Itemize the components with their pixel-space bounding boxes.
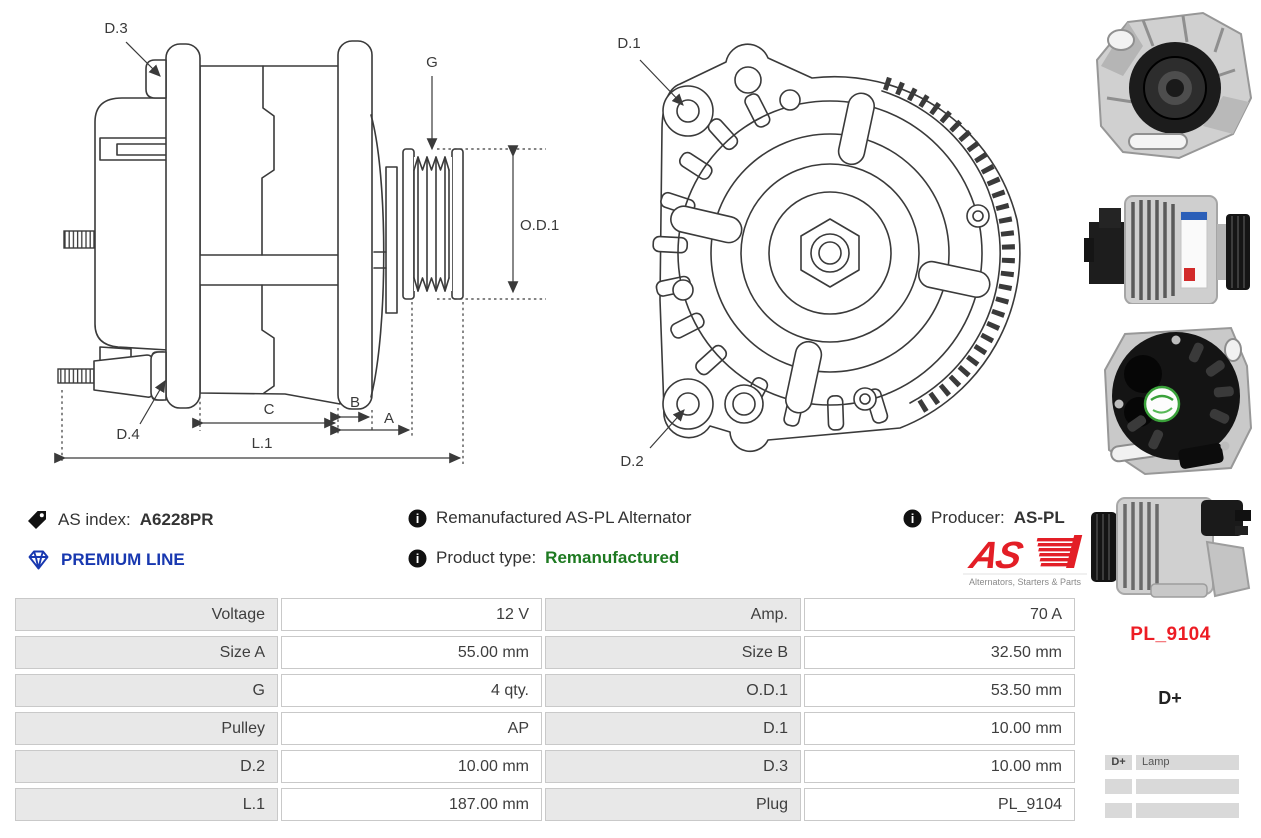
product-photo-rear[interactable]: [1083, 308, 1261, 480]
plug-code: PL_9104: [1130, 624, 1211, 645]
dim-label-a: A: [383, 410, 395, 427]
svg-text:i: i: [910, 510, 915, 526]
spec-label: Plug: [545, 788, 801, 821]
info-icon: [408, 509, 427, 528]
spec-label: O.D.1: [545, 674, 801, 707]
spec-label: D.3: [545, 750, 801, 783]
as-pl-logo: [955, 532, 1095, 588]
spec-label: Size A: [15, 636, 278, 669]
product-description: Remanufactured AS-PL Alternator: [436, 508, 692, 527]
dim-label-c: C: [263, 401, 275, 418]
diamond-icon: [25, 548, 52, 572]
spec-table: [15, 598, 1075, 821]
spec-label: Size B: [545, 636, 801, 669]
side-view-diagram: [0, 0, 560, 490]
product-type-label: Product type:: [436, 548, 537, 567]
dim-label-d4: D.4: [116, 426, 140, 443]
as-index-value: A6228PR: [139, 510, 214, 529]
spec-label: Voltage: [15, 598, 278, 631]
product-photo-front[interactable]: [1083, 6, 1261, 170]
spec-value: 70 A: [804, 598, 1075, 631]
producer-label: Producer:: [931, 508, 1005, 527]
front-view-diagram: [560, 0, 1080, 490]
dim-label-b: B: [349, 394, 361, 411]
svg-text:i: i: [415, 550, 420, 566]
spec-value: 53.50 mm: [804, 674, 1075, 707]
pinout-table: [1105, 755, 1239, 818]
spec-value: 32.50 mm: [804, 636, 1075, 669]
spec-value: 10.00 mm: [804, 712, 1075, 745]
logo-text: AS: [965, 534, 1026, 577]
producer-value: AS-PL: [1013, 508, 1065, 527]
pinout-pin: [1105, 803, 1132, 818]
terminal-label: D+: [1158, 688, 1182, 708]
product-photo-side-left[interactable]: [1083, 486, 1261, 604]
dim-label-l1: L.1: [251, 435, 273, 452]
spec-value: 4 qty.: [281, 674, 542, 707]
premium-line-row: [25, 548, 185, 572]
pinout-function: [1136, 803, 1239, 818]
spec-value: AP: [281, 712, 542, 745]
spec-value: 187.00 mm: [281, 788, 542, 821]
product-photo-side-right[interactable]: [1083, 172, 1261, 304]
spec-value: 10.00 mm: [804, 750, 1075, 783]
logo-tagline: Alternators, Starters & Parts: [968, 577, 1082, 587]
spec-value: 12 V: [281, 598, 542, 631]
dim-label-d1: D.1: [617, 35, 641, 52]
info-icon: [408, 549, 427, 568]
spec-label: L.1: [15, 788, 278, 821]
dim-label-d2: D.2: [620, 453, 644, 470]
tag-icon: [25, 508, 49, 532]
info-icon: [903, 509, 922, 528]
spec-label: D.2: [15, 750, 278, 783]
product-type-value: Remanufactured: [545, 548, 680, 567]
spec-value: PL_9104: [804, 788, 1075, 821]
product-type-row: [408, 548, 679, 568]
description-row: [408, 508, 691, 528]
pinout-function: [1136, 779, 1239, 794]
dim-label-od1: O.D.1: [520, 217, 560, 234]
dim-label-d3: D.3: [104, 20, 128, 37]
spec-label: Pulley: [15, 712, 278, 745]
premium-line-label: PREMIUM LINE: [61, 550, 185, 569]
dim-label-g: G: [426, 54, 438, 71]
svg-text:i: i: [415, 510, 420, 526]
pinout-pin: D+: [1105, 755, 1132, 770]
pinout-pin: [1105, 779, 1132, 794]
spec-label: D.1: [545, 712, 801, 745]
spec-value: 10.00 mm: [281, 750, 542, 783]
spec-label: G: [15, 674, 278, 707]
as-index-row: [25, 508, 213, 532]
spec-value: 55.00 mm: [281, 636, 542, 669]
as-index-label: AS index:: [58, 510, 131, 529]
producer-row: [903, 508, 1065, 528]
pinout-function: Lamp: [1136, 755, 1239, 770]
spec-label: Amp.: [545, 598, 801, 631]
